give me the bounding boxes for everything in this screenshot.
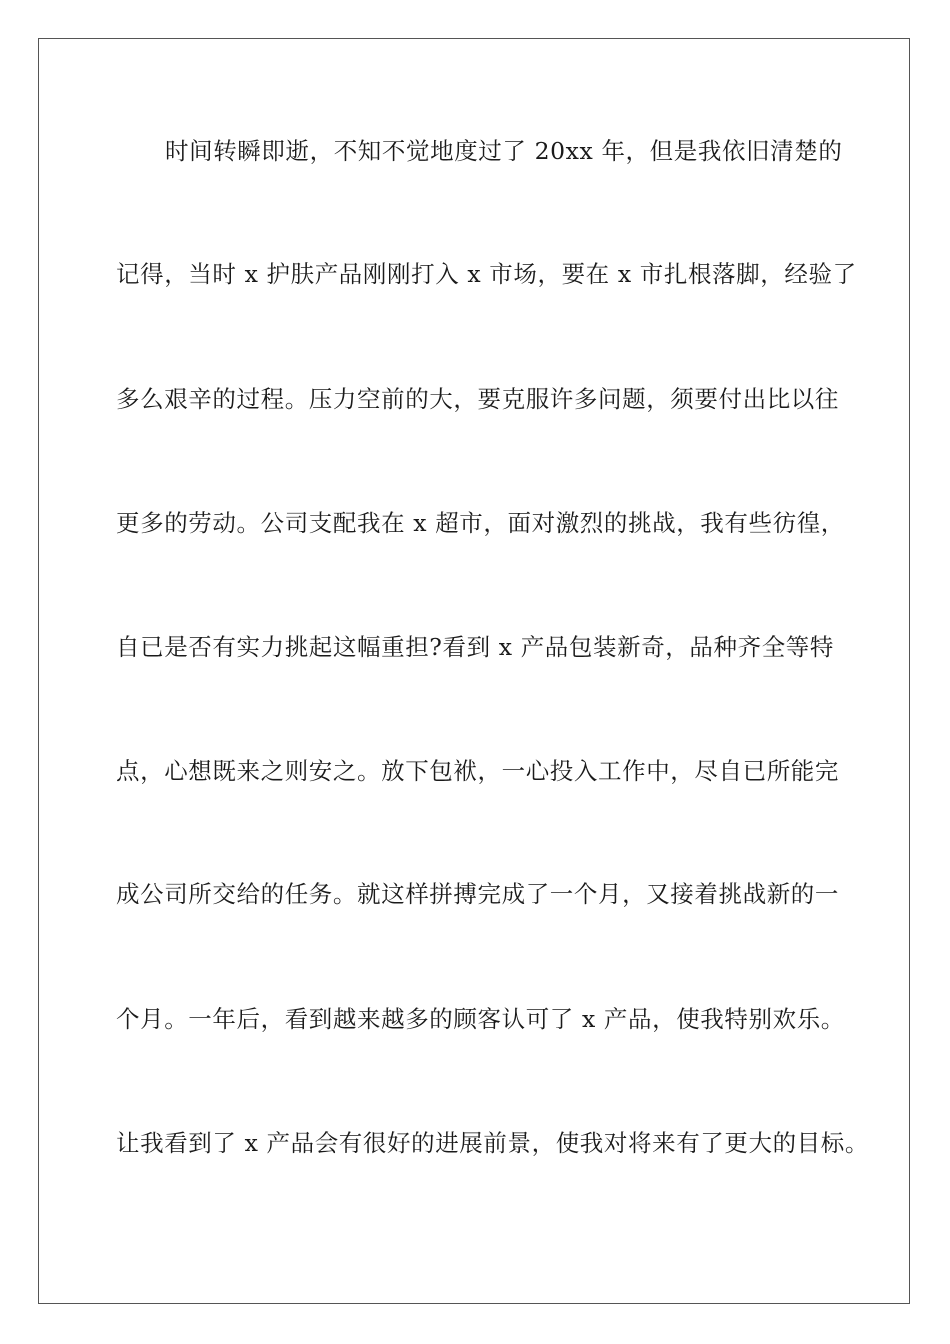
text-line-7: 成公司所交给的任务。就这样拼搏完成了一个月，又接着挑战新的一: [116, 880, 839, 908]
page-frame: [38, 38, 910, 1304]
body-paragraph: [39, 39, 909, 1303]
text-line-8: 个月。一年后，看到越来越多的顾客认可了 x 产品，使我特别欢乐。: [116, 1005, 845, 1033]
text-line-2: 记得，当时 x 护肤产品刚刚打入 x 市场，要在 x 市扎根落脚，经验了: [116, 260, 857, 288]
text-line-1: 时间转瞬即逝，不知不觉地度过了 20xx 年，但是我依旧清楚的: [165, 137, 843, 165]
text-line-3: 多么艰辛的过程。压力空前的大，要克服许多问题，须要付出比以往: [116, 385, 839, 413]
text-line-5: 自已是否有实力挑起这幅重担?看到 x 产品包装新奇，品种齐全等特: [116, 633, 834, 661]
text-line-6: 点，心想既来之则安之。放下包袱，一心投入工作中，尽自已所能完: [116, 757, 839, 785]
text-line-4: 更多的劳动。公司支配我在 x 超市，面对激烈的挑战，我有些彷徨，: [116, 509, 845, 537]
text-line-9: 让我看到了 x 产品会有很好的进展前景，使我对将来有了更大的目标。: [116, 1129, 869, 1157]
